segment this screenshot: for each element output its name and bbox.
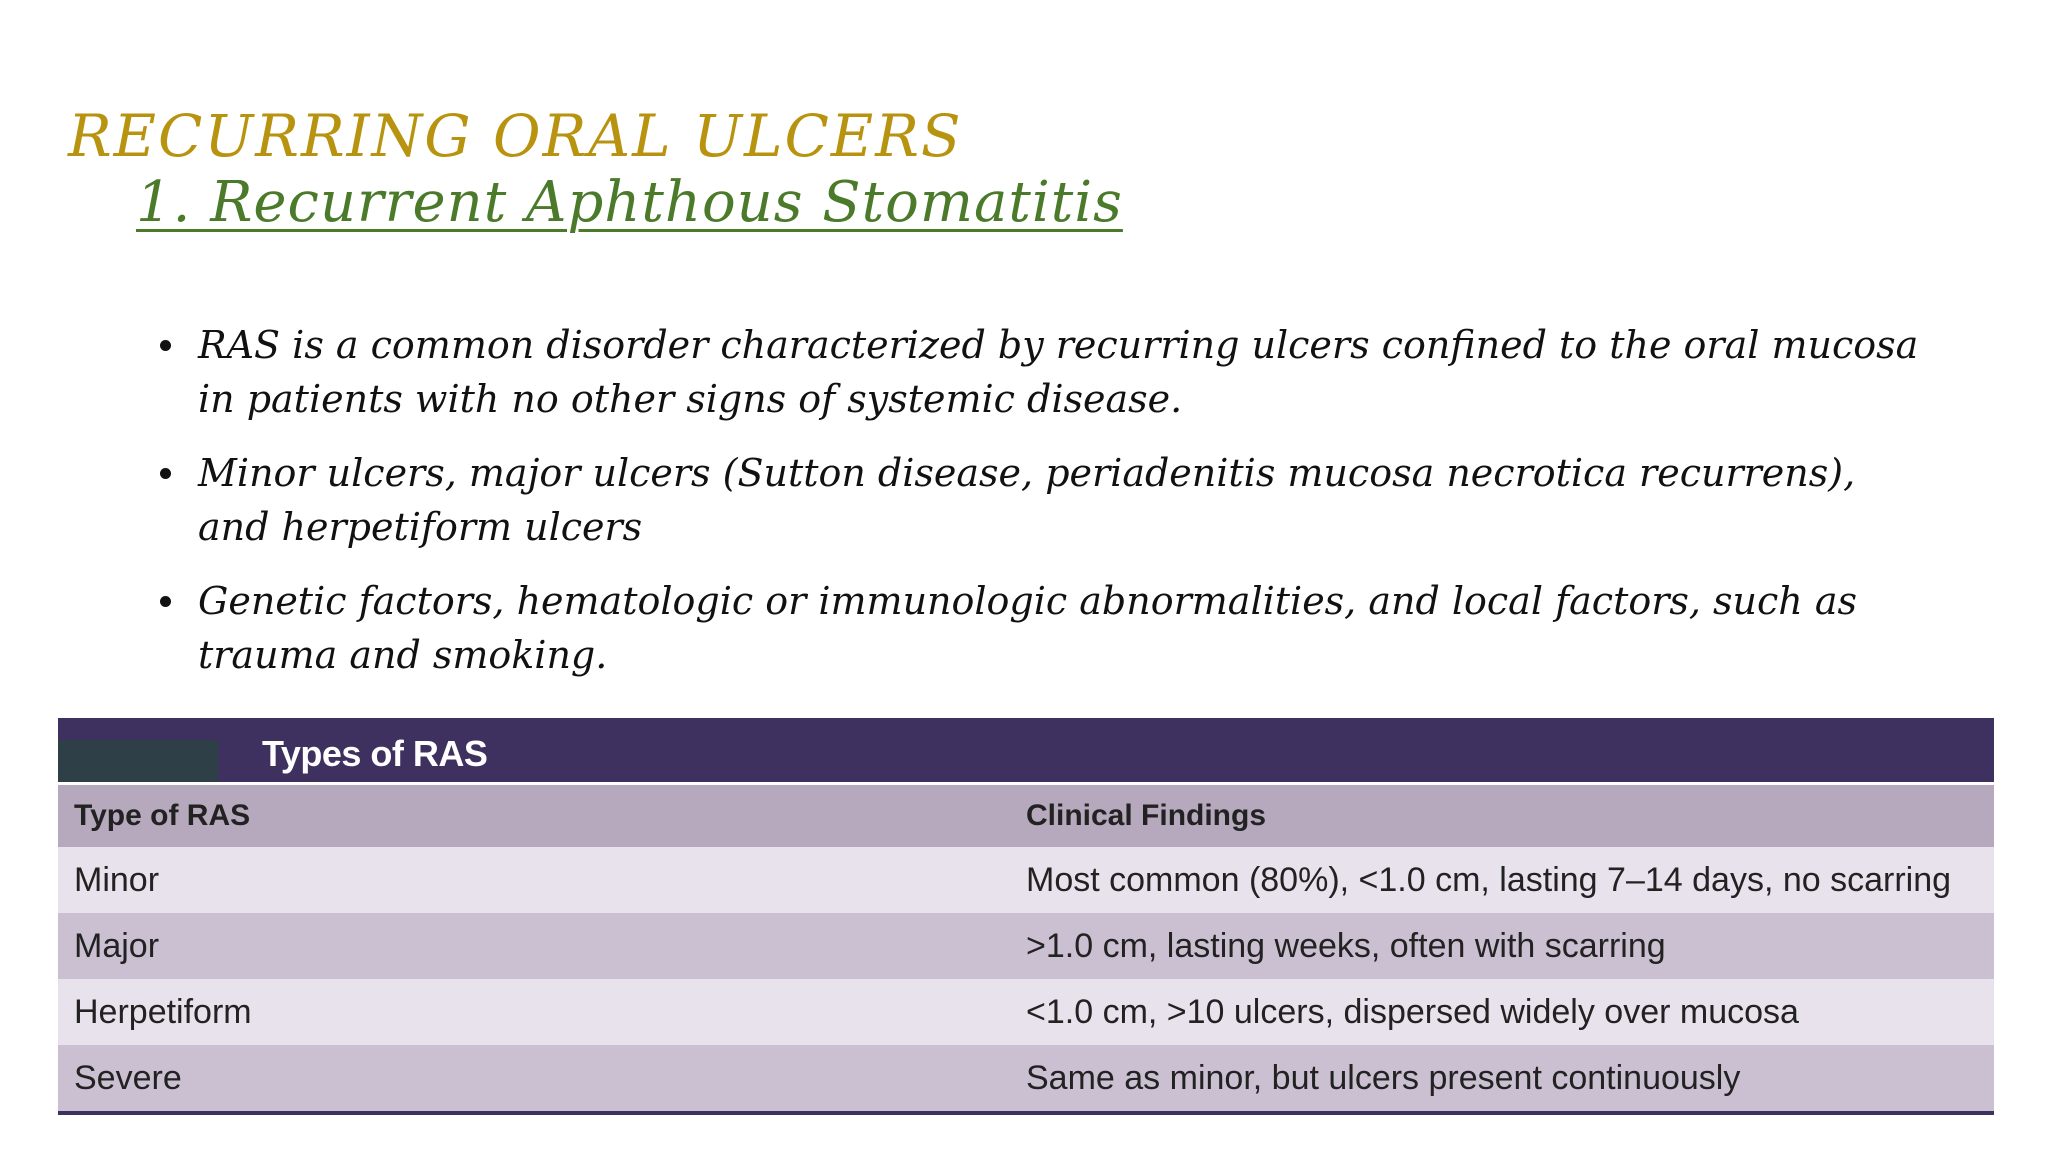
bullet-item [160,574,1920,682]
slide-subtitle: 1. Recurrent Aphthous Stomatitis [136,170,1123,235]
bullet-text: Minor ulcers, major ulcers (Sutton disease, periadenitis mucosa necrotica recurrens), and herpetiform ulcers [198,451,1856,549]
bullet-dot-icon [160,596,171,607]
bullet-list [160,318,1920,702]
bullet-dot-icon [160,340,171,351]
ras-types-table [58,718,1994,1114]
bullet-dot-icon [160,468,171,479]
slide-title: RECURRING ORAL ULCERS [68,102,963,170]
table-caption: Types of RAS [262,733,488,774]
bullet-item [160,446,1920,554]
bullet-item [160,318,1920,426]
table-row [58,913,1994,979]
bullet-text: Genetic factors, hematologic or immunologic abnormalities, and local factors, such as trauma and smoking. [198,579,1858,677]
column-header-type: Type of RAS [74,799,251,832]
table-row [58,979,1994,1045]
table-row [58,847,1994,913]
cell-type: Herpetiform [74,992,252,1031]
cell-findings: >1.0 cm, lasting weeks, often with scarring [1026,926,1666,965]
table-caption-bar [58,718,1994,785]
column-header-findings: Clinical Findings [1026,799,1267,832]
bullet-text: RAS is a common disorder characterized by recurring ulcers confined to the oral mucosa in patients with no other signs of systemic disease. [198,323,1919,421]
cell-findings: Same as minor, but ulcers present continuously [1026,1058,1741,1097]
table-header-row [58,785,1994,847]
caption-accent-block [58,740,218,782]
cell-type: Minor [74,860,160,899]
cell-type: Severe [74,1058,182,1097]
cell-type: Major [74,926,160,965]
table-row [58,1045,1994,1115]
cell-findings: <1.0 cm, >10 ulcers, dispersed widely over mucosa [1026,992,1799,1031]
cell-findings: Most common (80%), <1.0 cm, lasting 7–14 days, no scarring [1026,860,1952,899]
